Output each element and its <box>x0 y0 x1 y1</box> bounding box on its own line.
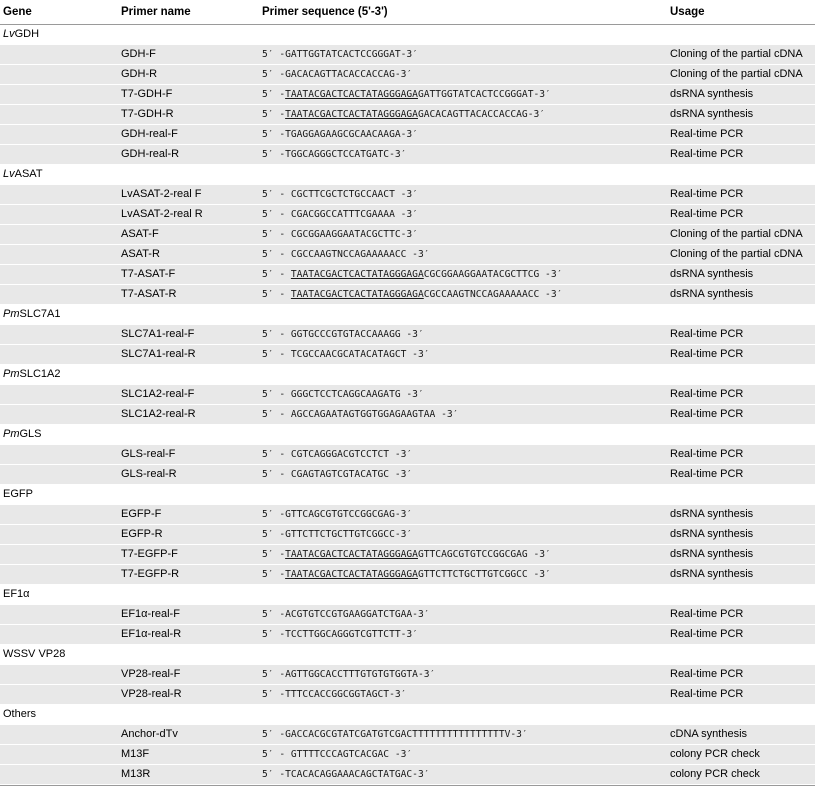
primer-sequence <box>262 409 458 420</box>
primer-name: EGFP-R <box>121 528 163 540</box>
primer-name: GLS-real-F <box>121 448 176 460</box>
primer-sequence <box>262 89 551 100</box>
sequence-body: GATTGGTATCACTCCGGGAT-3′ <box>417 89 551 100</box>
gene-group-row <box>0 25 815 45</box>
gene-group-row <box>0 645 815 665</box>
primer-name: GLS-real-R <box>121 468 177 480</box>
header-usage: Usage <box>670 6 705 18</box>
sequence-body: GTTCAGCGTGTCCGGCGAG-3′ <box>285 509 413 520</box>
sequence-body: GTTCTTCTGCTTGTCGGCC-3′ <box>285 529 413 540</box>
sequence-body: GGGCTCCTCAGGCAAGATG -3′ <box>290 389 424 400</box>
sequence-prefix: 5′ - <box>262 349 291 360</box>
primer-sequence <box>262 609 430 620</box>
sequence-prefix: 5′ - <box>262 49 286 60</box>
sequence-prefix: 5′ - <box>262 389 291 400</box>
primer-sequence <box>262 749 412 760</box>
gene-group-row <box>0 425 815 445</box>
primer-sequence <box>262 549 551 560</box>
primer-usage: Real-time PCR <box>670 468 744 480</box>
primer-name: LvASAT-2-real F <box>121 188 202 200</box>
table-row <box>0 445 815 465</box>
table-header <box>0 0 815 25</box>
sequence-body: GTTCAGCGTGTCCGGCGAG -3′ <box>417 549 551 560</box>
primer-usage: Cloning of the partial cDNA <box>670 68 803 80</box>
sequence-body: CGCCAAGTNCCAGAAAAACC -3′ <box>423 289 563 300</box>
sequence-body: TCACACAGGAAACAGCTATGAC-3′ <box>285 769 430 780</box>
sequence-body: GGTGCCCGTGTACCAAAGG -3′ <box>290 329 424 340</box>
sequence-prefix: 5′ - <box>262 69 286 80</box>
gene-symbol: Others <box>3 708 37 720</box>
sequence-body: GACACAGTTACACCACCAG-3′ <box>417 109 546 120</box>
gene-species-prefix: Lv <box>3 28 15 40</box>
primer-usage: Cloning of the partial cDNA <box>670 248 803 260</box>
primer-usage: Real-time PCR <box>670 608 744 620</box>
primer-usage: Real-time PCR <box>670 128 744 140</box>
sequence-body: TCCTTGGCAGGGTCGTTCTT-3′ <box>285 629 418 640</box>
sequence-body: CGCCAAGTNCCAGAAAAACC -3′ <box>290 249 430 260</box>
sequence-prefix: 5′ - <box>262 229 291 240</box>
sequence-prefix: 5′ - <box>262 629 286 640</box>
table-row <box>0 545 815 565</box>
sequence-prefix: 5′ - <box>262 509 286 520</box>
primer-name: EF1α-real-R <box>121 628 182 640</box>
table-row <box>0 265 815 285</box>
primer-usage: Real-time PCR <box>670 668 744 680</box>
primer-sequence <box>262 69 412 80</box>
sequence-prefix: 5′ - <box>262 149 286 160</box>
primer-name: ASAT-R <box>121 248 160 260</box>
primer-sequence <box>262 469 412 480</box>
primer-usage: Real-time PCR <box>670 448 744 460</box>
primer-name: GDH-real-F <box>121 128 178 140</box>
primer-name: SLC7A1-real-R <box>121 348 196 360</box>
table-row <box>0 765 815 785</box>
sequence-prefix: 5′ - <box>262 449 291 460</box>
sequence-body: AGCCAGAATAGTGGTGGAGAAGTAA -3′ <box>290 409 459 420</box>
sequence-prefix: 5′ - <box>262 209 291 220</box>
primer-name: GDH-R <box>121 68 158 80</box>
primer-sequence <box>262 229 418 240</box>
primer-name: SLC7A1-real-F <box>121 328 195 340</box>
sequence-prefix: 5′ - <box>262 409 291 420</box>
sequence-body: AGTTGGCACCTTTGTGTGTGGTA-3′ <box>285 669 436 680</box>
primer-name: SLC1A2-real-F <box>121 388 195 400</box>
primer-usage: Real-time PCR <box>670 388 744 400</box>
primer-sequence <box>262 289 562 300</box>
primer-sequence <box>262 629 418 640</box>
table-row <box>0 225 815 245</box>
sequence-body: TCGCCAACGCATACATAGCT -3′ <box>290 349 430 360</box>
primer-name: T7-EGFP-F <box>121 548 178 560</box>
primer-usage: Real-time PCR <box>670 188 744 200</box>
sequence-body: ACGTGTCCGTGAAGGATCTGAA-3′ <box>285 609 430 620</box>
primer-name: VP28-real-F <box>121 668 181 680</box>
primer-name: T7-GDH-R <box>121 108 174 120</box>
sequence-body: CGCGGAAGGAATACGCTTCG -3′ <box>423 269 563 280</box>
gene-name <box>3 28 39 40</box>
sequence-prefix: 5′ - <box>262 529 286 540</box>
primer-usage: dsRNA synthesis <box>670 528 754 540</box>
sequence-prefix: 5′ - <box>262 469 291 480</box>
header-sequence: Primer sequence (5'-3') <box>262 6 388 18</box>
table-row <box>0 325 815 345</box>
primer-usage: colony PCR check <box>670 768 760 780</box>
sequence-prefix: 5′ - <box>262 89 286 100</box>
gene-species-prefix: Lv <box>3 168 15 180</box>
sequence-body: GTTTTCCCAGTCACGAC -3′ <box>290 749 413 760</box>
gene-name <box>3 428 42 440</box>
primer-sequence <box>262 729 528 740</box>
primer-name: T7-GDH-F <box>121 88 173 100</box>
primer-name: Anchor-dTv <box>121 728 178 740</box>
sequence-prefix: 5′ - <box>262 129 286 140</box>
table-row <box>0 45 815 65</box>
gene-species-prefix: Pm <box>3 308 20 320</box>
gene-species-prefix: Pm <box>3 368 20 380</box>
primer-usage: Real-time PCR <box>670 148 744 160</box>
table-row <box>0 625 815 645</box>
primer-usage: colony PCR check <box>670 748 760 760</box>
sequence-body: TTTCCACCGGCGGTAGCT-3′ <box>285 689 407 700</box>
t7-promoter-sequence: TAATACGACTCACTATAGGGAGA <box>285 109 418 120</box>
t7-promoter-sequence: TAATACGACTCACTATAGGGAGA <box>285 549 418 560</box>
primer-usage: dsRNA synthesis <box>670 568 754 580</box>
sequence-prefix: 5′ - <box>262 189 291 200</box>
primer-sequence <box>262 449 412 460</box>
gene-symbol: GDH <box>14 28 40 40</box>
primer-sequence <box>262 689 406 700</box>
table-row <box>0 525 815 545</box>
table-row <box>0 745 815 765</box>
sequence-prefix: 5′ - <box>262 669 286 680</box>
primer-usage: Real-time PCR <box>670 348 744 360</box>
primer-sequence <box>262 349 430 360</box>
sequence-body: CGTCAGGGACGTCCTCT -3′ <box>290 449 413 460</box>
gene-group-row <box>0 365 815 385</box>
primer-usage: Cloning of the partial cDNA <box>670 228 803 240</box>
header-gene: Gene <box>3 6 32 18</box>
gene-symbol: SLC1A2 <box>19 368 61 380</box>
primer-sequence <box>262 249 430 260</box>
sequence-body: CGACGGCCATTTCGAAAA -3′ <box>290 209 418 220</box>
primer-sequence <box>262 569 551 580</box>
sequence-body: GATTGGTATCACTCCGGGAT-3′ <box>285 49 418 60</box>
primer-sequence <box>262 269 562 280</box>
sequence-prefix: 5′ - <box>262 689 286 700</box>
sequence-prefix: 5′ - <box>262 289 291 300</box>
primer-usage: dsRNA synthesis <box>670 508 754 520</box>
primer-sequence <box>262 389 424 400</box>
table-row <box>0 85 815 105</box>
table-row <box>0 665 815 685</box>
table-row <box>0 125 815 145</box>
primer-name: LvASAT-2-real R <box>121 208 203 220</box>
t7-promoter-sequence: TAATACGACTCACTATAGGGAGA <box>285 569 418 580</box>
t7-promoter-sequence: TAATACGACTCACTATAGGGAGA <box>290 269 424 280</box>
gene-name <box>3 588 30 600</box>
primer-usage: Cloning of the partial cDNA <box>670 48 803 60</box>
primer-usage: Real-time PCR <box>670 628 744 640</box>
sequence-prefix: 5′ - <box>262 329 291 340</box>
primer-name: EGFP-F <box>121 508 162 520</box>
primer-name: EF1α-real-F <box>121 608 180 620</box>
table-row <box>0 245 815 265</box>
sequence-prefix: 5′ - <box>262 749 291 760</box>
table-row <box>0 65 815 85</box>
primer-usage: cDNA synthesis <box>670 728 748 740</box>
gene-group-row <box>0 305 815 325</box>
table-row <box>0 145 815 165</box>
primer-name: T7-EGFP-R <box>121 568 180 580</box>
primer-name: SLC1A2-real-R <box>121 408 196 420</box>
primer-sequence <box>262 209 418 220</box>
table-row <box>0 205 815 225</box>
primer-usage: dsRNA synthesis <box>670 288 754 300</box>
primer-sequence <box>262 109 545 120</box>
primer-usage: dsRNA synthesis <box>670 108 754 120</box>
sequence-body: CGAGTAGTCGTACATGC -3′ <box>290 469 413 480</box>
table-row <box>0 725 815 745</box>
gene-symbol: EF1α <box>3 588 30 600</box>
table-row <box>0 465 815 485</box>
t7-promoter-sequence: TAATACGACTCACTATAGGGAGA <box>290 289 424 300</box>
primer-name: T7-ASAT-F <box>121 268 176 280</box>
primer-usage: Real-time PCR <box>670 408 744 420</box>
sequence-prefix: 5′ - <box>262 549 286 560</box>
table-row <box>0 405 815 425</box>
gene-name <box>3 168 43 180</box>
gene-species-prefix: Pm <box>3 428 20 440</box>
table-row <box>0 565 815 585</box>
gene-group-row <box>0 165 815 185</box>
primer-usage: Real-time PCR <box>670 688 744 700</box>
primer-usage: Real-time PCR <box>670 328 744 340</box>
primer-sequence <box>262 49 418 60</box>
primer-usage: dsRNA synthesis <box>670 268 754 280</box>
primer-usage: dsRNA synthesis <box>670 88 754 100</box>
gene-group-row <box>0 485 815 505</box>
primer-sequence <box>262 529 412 540</box>
header-primer-name: Primer name <box>121 6 191 18</box>
table-row <box>0 385 815 405</box>
gene-name <box>3 488 33 500</box>
gene-name <box>3 308 60 320</box>
gene-symbol: ASAT <box>14 168 43 180</box>
sequence-body: CGCTTCGCTCTGCCAACT -3′ <box>290 189 418 200</box>
table-row <box>0 605 815 625</box>
primer-usage: Real-time PCR <box>670 208 744 220</box>
primer-sequence <box>262 669 435 680</box>
primer-sequence <box>262 129 418 140</box>
gene-name <box>3 368 60 380</box>
sequence-prefix: 5′ - <box>262 269 291 280</box>
table-row <box>0 285 815 305</box>
gene-symbol: GLS <box>19 428 42 440</box>
primer-name: T7-ASAT-R <box>121 288 177 300</box>
primer-sequence <box>262 769 430 780</box>
gene-symbol: SLC7A1 <box>19 308 61 320</box>
t7-promoter-sequence: TAATACGACTCACTATAGGGAGA <box>285 89 418 100</box>
primer-sequence <box>262 189 418 200</box>
primer-sequence <box>262 149 406 160</box>
sequence-prefix: 5′ - <box>262 569 286 580</box>
gene-group-row <box>0 705 815 725</box>
primer-name: ASAT-F <box>121 228 159 240</box>
sequence-body: GACCACGCGTATCGATGTCGACTTTTTTTTTTTTTTTTV-3′ <box>285 729 528 740</box>
table-row <box>0 345 815 365</box>
sequence-prefix: 5′ - <box>262 109 286 120</box>
primer-name: M13R <box>121 768 151 780</box>
gene-group-row <box>0 585 815 605</box>
primer-name: VP28-real-R <box>121 688 182 700</box>
primer-name: M13F <box>121 748 150 760</box>
table-row <box>0 185 815 205</box>
gene-name <box>3 708 36 720</box>
table-body <box>0 25 815 785</box>
sequence-prefix: 5′ - <box>262 249 291 260</box>
sequence-body: TGGCAGGGCTCCATGATC-3′ <box>285 149 407 160</box>
sequence-body: CGCGGAAGGAATACGCTTC-3′ <box>290 229 418 240</box>
primer-sequence <box>262 329 424 340</box>
sequence-prefix: 5′ - <box>262 769 286 780</box>
table-row <box>0 685 815 705</box>
sequence-body: GTTCTTCTGCTTGTCGGCC -3′ <box>417 569 551 580</box>
primer-name: GDH-real-R <box>121 148 180 160</box>
primer-sequence <box>262 509 412 520</box>
primer-name: GDH-F <box>121 48 156 60</box>
sequence-prefix: 5′ - <box>262 729 286 740</box>
sequence-prefix: 5′ - <box>262 609 286 620</box>
sequence-body: TGAGGAGAAGCGCAACAAGA-3′ <box>285 129 418 140</box>
gene-symbol: WSSV VP28 <box>3 648 66 660</box>
table-row <box>0 505 815 525</box>
sequence-body: GACACAGTTACACCACCAG-3′ <box>285 69 413 80</box>
gene-symbol: EGFP <box>3 488 33 500</box>
table-row <box>0 105 815 125</box>
gene-name <box>3 648 65 660</box>
primer-usage: dsRNA synthesis <box>670 548 754 560</box>
